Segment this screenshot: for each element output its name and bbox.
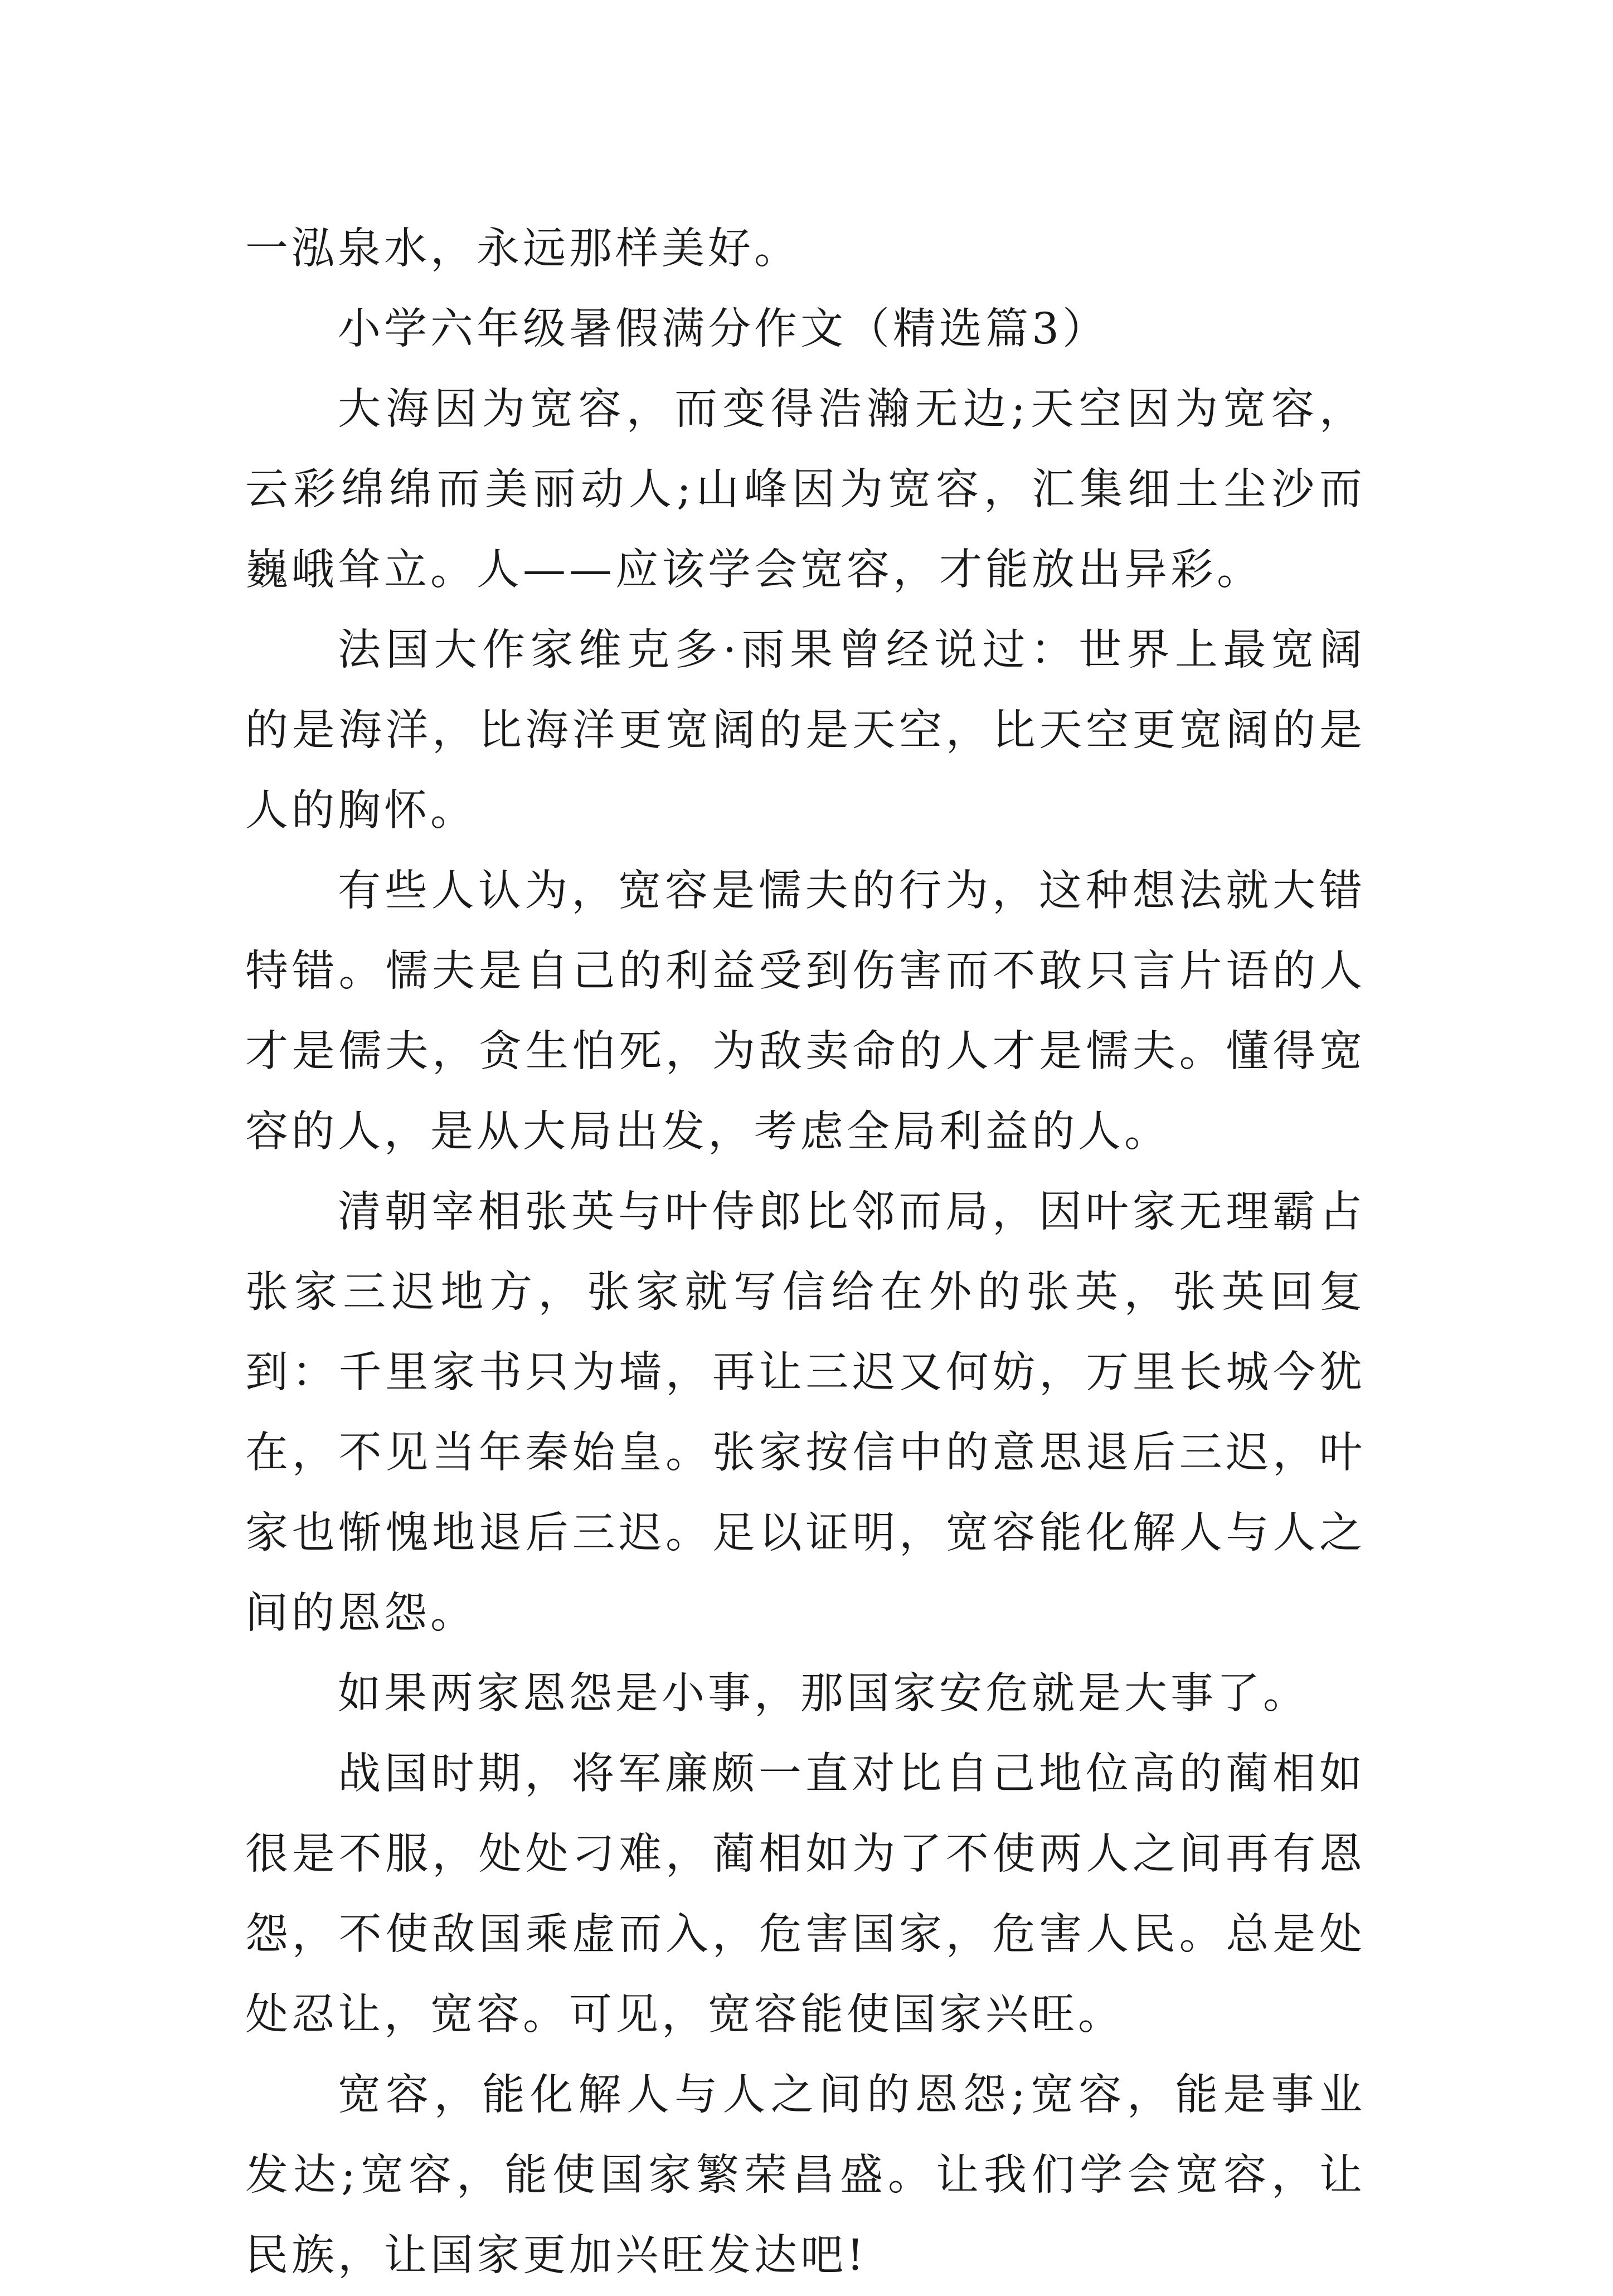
paragraph: 大海因为宽容，而变得浩瀚无边;天空因为宽容，云彩绵绵而美丽动人;山峰因为宽容，汇集细土尘沙而巍峨耸立。人——应该学会宽容，才能放出异彩。 [245,385,1366,595]
paragraph: 如果两家恩怨是小事，那国家安危就是大事了。 [338,1669,1309,1719]
paragraph: 法国大作家维克多·雨果曾经说过：世界上最宽阔的是海洋，比海洋更宽阔的是天空，比天空更宽阔的是人的胸怀。 [245,625,1366,836]
document-body [245,209,1366,2296]
paragraph-continuation: 一泓泉水，永远那样美好。 [245,224,800,274]
paragraph: 宽容，能化解人与人之间的恩怨;宽容，能是事业发达;宽容，能使国家繁荣昌盛。让我们学会宽容，让民族，让国家更加兴旺发达吧! [245,2070,1366,2280]
paragraph: 清朝宰相张英与叶侍郎比邻而局，因叶家无理霸占张家三迟地方，张家就写信给在外的张英，张英回复到：千里家书只为墙，再让三迟又何妨，万里长城今犹在，不见当年秦始皇。张家按信中的意思退后三迟，叶家也惭愧地退后三迟。足以证明，宽容能化解人与人之间的恩怨。 [245,1187,1366,1638]
paragraph: 战国时期，将军廉颇一直对比自己地位高的蔺相如很是不服，处处刁难，蔺相如为了不使两人之间再有恩怨，不使敌国乘虚而入，危害国家，危害人民。总是处处忍让，宽容。可见，宽容能使国家兴旺。 [245,1749,1366,2040]
paragraph: 有些人认为，宽容是懦夫的行为，这种想法就大错特错。懦夫是自己的利益受到伤害而不敢只言片语的人才是儒夫，贪生怕死，为敌卖命的人才是懦夫。懂得宽容的人，是从大局出发，考虑全局利益的人。 [245,866,1366,1157]
essay-title: 小学六年级暑假满分作文（精选篇3） [338,304,1109,354]
